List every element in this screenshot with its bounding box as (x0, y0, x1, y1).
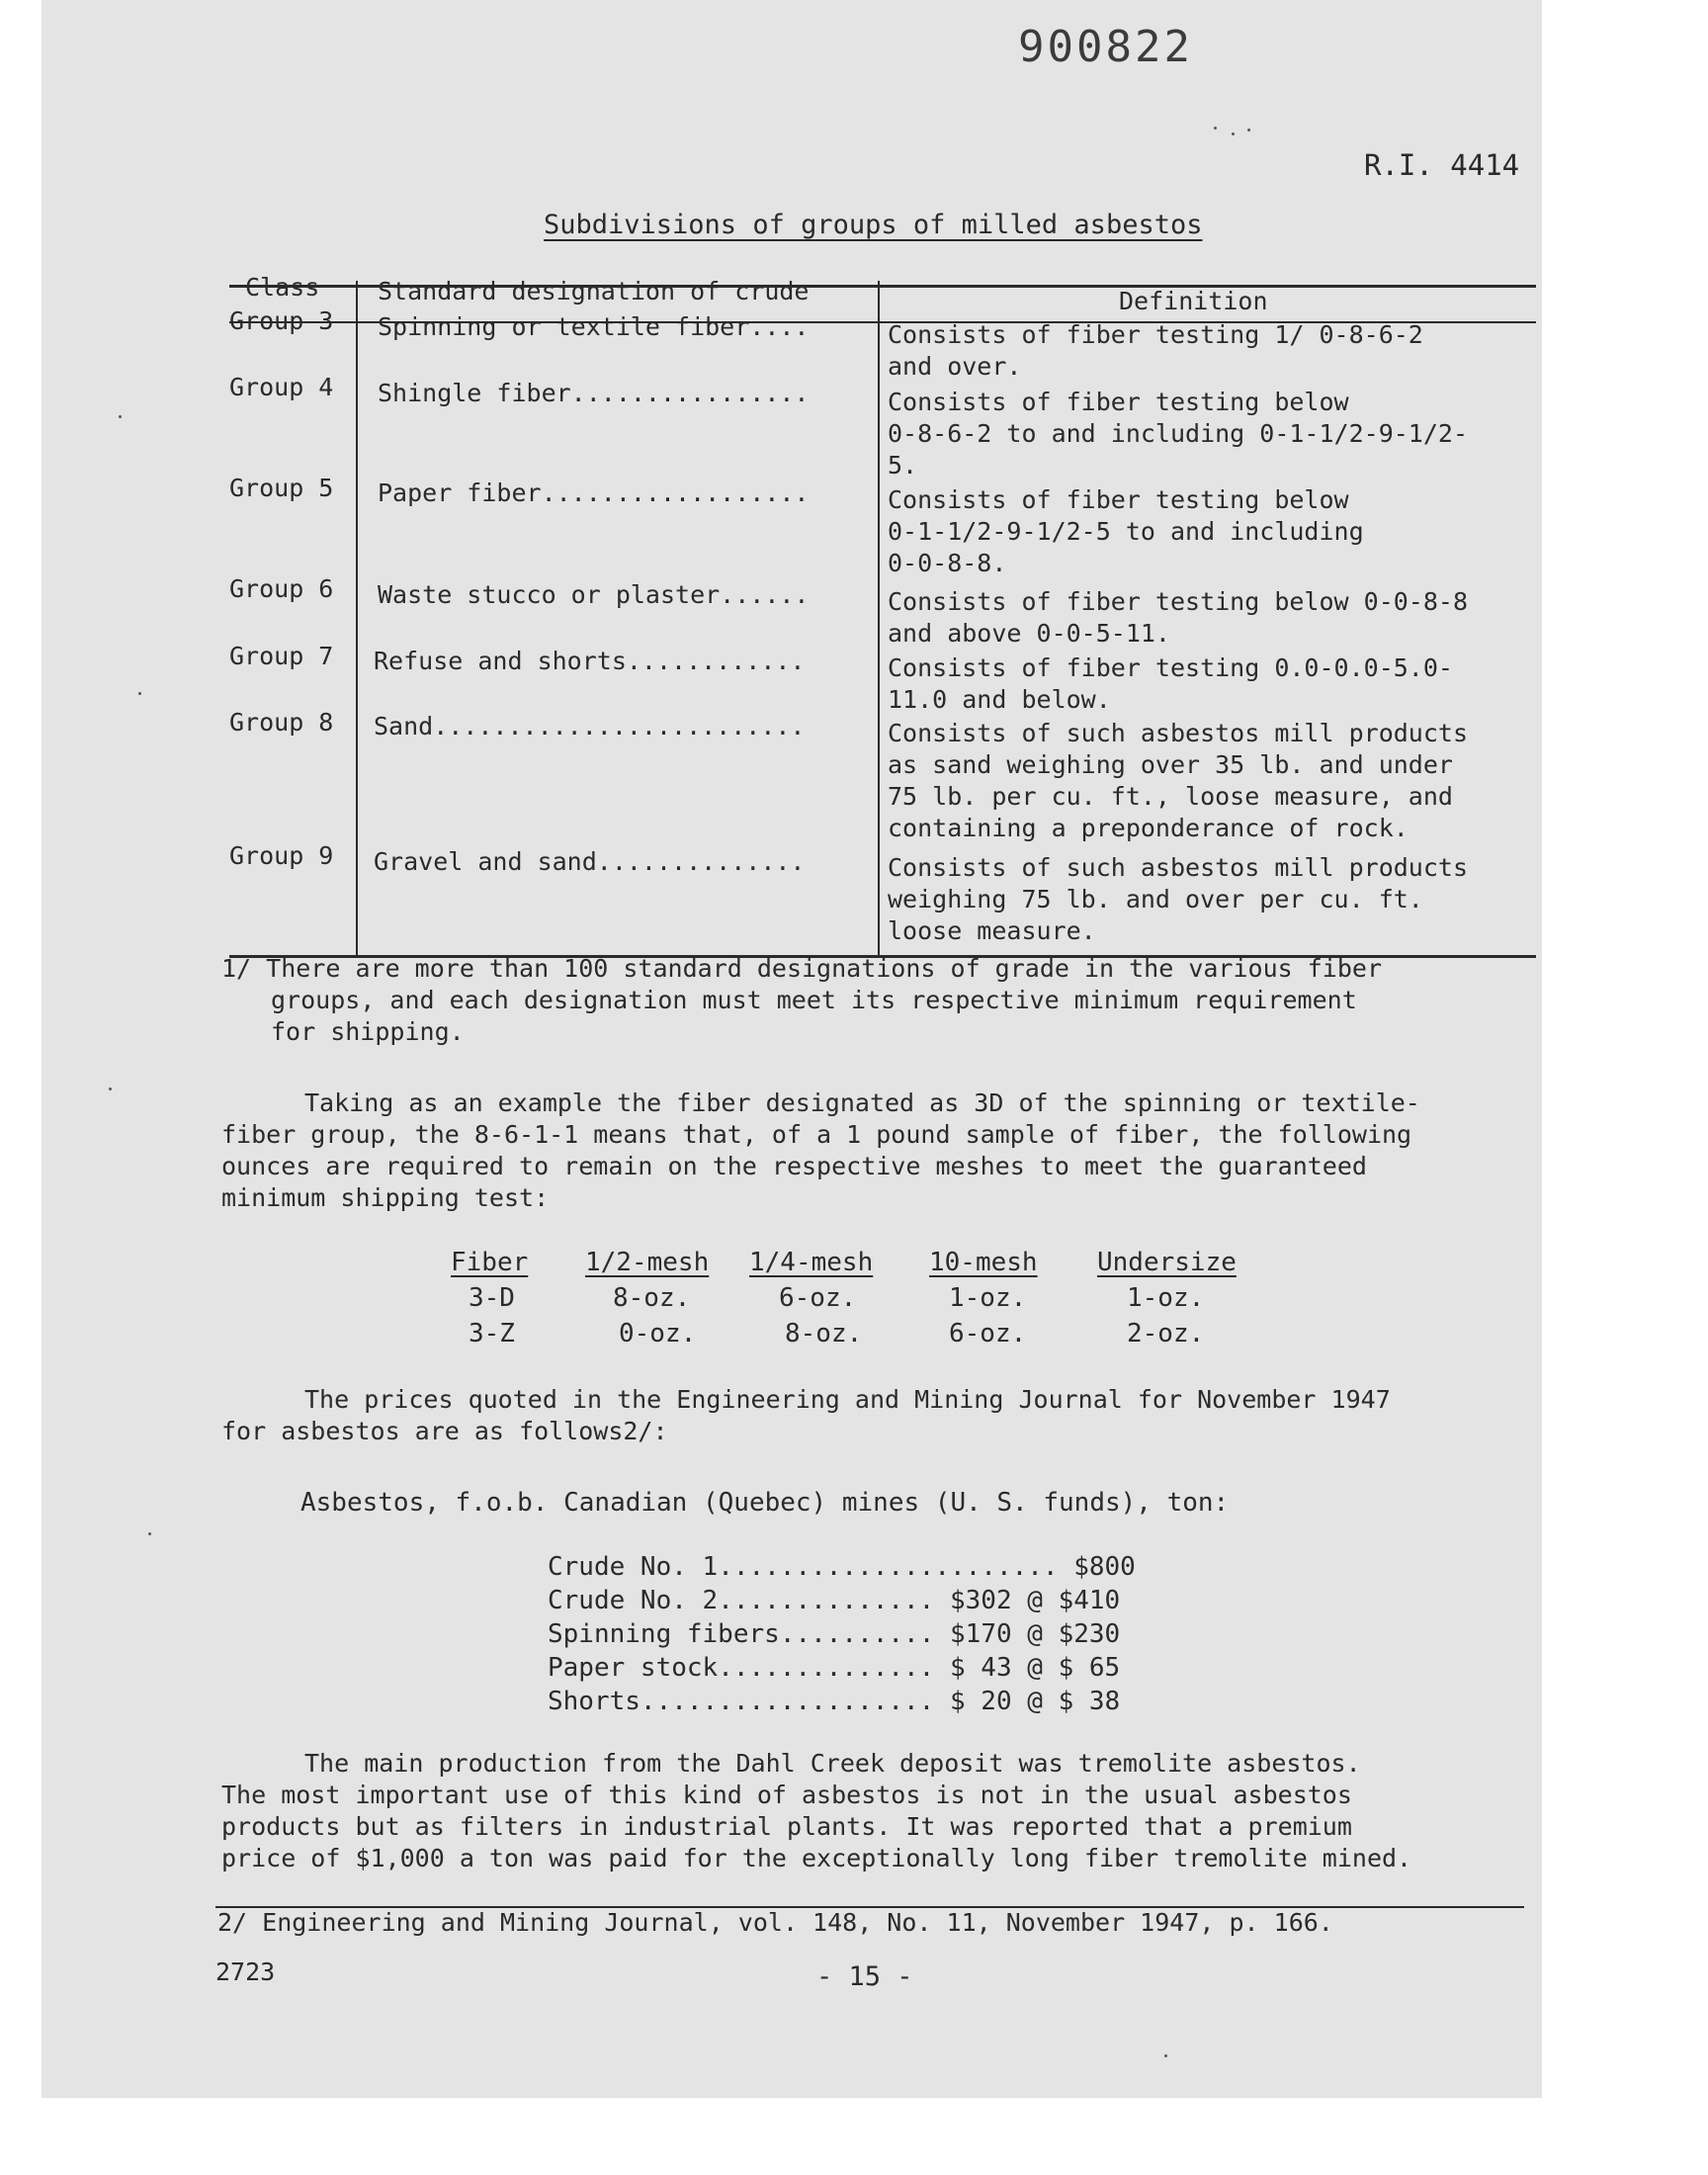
scan-speck (1214, 127, 1217, 130)
mesh-cell: 3-D (469, 1283, 515, 1313)
header-designation: Standard designation of crude (378, 277, 810, 305)
row-class: Group 6 (229, 574, 334, 603)
footnote-reference: 2/ Engineering and Mining Journal, vol. 148, No. 11, November 1947, p. 166. (217, 1908, 1333, 1937)
paragraph-prices-intro: The prices quoted in the Engineering and Mining Journal for November 1947 for asbestos are as follows2/: (221, 1385, 1391, 1445)
price-row: Crude No. 1...................... $800 (548, 1552, 1136, 1582)
scan-speck (1164, 2054, 1167, 2057)
scan-speck (119, 415, 122, 418)
table-footnote: 1/ There are more than 100 standard designations of grade in the various fiber groups, and each designation must meet its respective minimum requirement for shipping. (221, 954, 1382, 1046)
header-definition: Definition (1119, 287, 1268, 315)
scan-speck (148, 1532, 151, 1535)
price-row: Crude No. 2.............. $302 @ $410 (548, 1586, 1121, 1615)
row-designation: Shingle fiber................ (378, 379, 810, 407)
row-designation: Sand......................... (374, 712, 806, 740)
scan-speck (1232, 132, 1235, 135)
table-divider-1 (356, 281, 358, 955)
row-designation: Paper fiber.................. (378, 478, 810, 507)
prices-heading: Asbestos, f.o.b. Canadian (Quebec) mines (U. S. funds), ton: (300, 1488, 1230, 1518)
mesh-cell: 6-oz. (779, 1283, 857, 1313)
page-number: - 15 - (816, 1961, 913, 1992)
row-class: Group 3 (229, 306, 334, 335)
row-class: Group 9 (229, 841, 334, 870)
scan-speck (109, 1088, 112, 1090)
table-title: Subdivisions of groups of milled asbestos (544, 210, 1203, 240)
mesh-header: Undersize (1097, 1248, 1237, 1277)
mesh-header: 1/2-mesh (585, 1248, 710, 1277)
mesh-cell: 3-Z (469, 1319, 515, 1348)
row-designation: Spinning or textile fiber.... (378, 312, 810, 341)
table-divider-2 (878, 281, 880, 955)
mesh-header: 1/4-mesh (749, 1248, 874, 1277)
row-definition: Consists of fiber testing below 0-0-8-8 and above 0-0-5-11. (888, 587, 1468, 648)
row-designation: Refuse and shorts............ (374, 647, 806, 675)
paragraph-dahl-creek: The main production from the Dahl Creek deposit was tremolite asbestos. The most important use of this kind of asbestos is not in the usual asbestos products but as filters in industrial plants. It was reported that a premium price of $1,000 a ton was paid for the exceptionally long fiber tremolite mined. (221, 1749, 1412, 1872)
row-definition: Consists of fiber testing below 0-8-6-2 to and including 0-1-1/2-9-1/2- 5. (888, 388, 1468, 479)
row-definition: Consists of fiber testing below 0-1-1/2-9-1/2-5 to and including 0-0-8-8. (888, 485, 1364, 577)
doc-number: 2723 (215, 1958, 276, 1986)
mesh-cell: 1-oz. (1127, 1283, 1205, 1313)
row-designation: Waste stucco or plaster...... (378, 580, 810, 609)
row-class: Group 8 (229, 708, 334, 737)
price-row: Paper stock.............. $ 43 @ $ 65 (548, 1653, 1121, 1683)
row-class: Group 7 (229, 642, 334, 670)
mesh-header: 10-mesh (929, 1248, 1038, 1277)
report-id: R.I. 4414 (1364, 148, 1520, 182)
mesh-cell: 8-oz. (785, 1319, 863, 1348)
row-designation: Gravel and sand.............. (374, 847, 806, 876)
row-definition: Consists of fiber testing 1/ 0-8-6-2 and over. (888, 320, 1423, 381)
row-definition: Consists of such asbestos mill products weighing 75 lb. and over per cu. ft. loose measure. (888, 853, 1468, 945)
row-definition: Consists of such asbestos mill products as sand weighing over 35 lb. and under 75 lb. per cu. ft., loose measure, and containing a preponderance of rock. (888, 719, 1468, 842)
mesh-cell: 8-oz. (613, 1283, 691, 1313)
mesh-cell: 1-oz. (949, 1283, 1027, 1313)
scan-speck (138, 692, 141, 695)
row-class: Group 5 (229, 474, 334, 502)
price-row: Shorts................... $ 20 @ $ 38 (548, 1687, 1121, 1716)
price-row: Spinning fibers.......... $170 @ $230 (548, 1619, 1121, 1649)
stamp-number: 900822 (1018, 22, 1193, 72)
header-class: Class (245, 273, 320, 302)
row-definition: Consists of fiber testing 0.0-0.0-5.0- 11.0 and below. (888, 653, 1453, 714)
mesh-header: Fiber (451, 1248, 529, 1277)
mesh-cell: 6-oz. (949, 1319, 1027, 1348)
mesh-cell: 2-oz. (1127, 1319, 1205, 1348)
mesh-cell: 0-oz. (619, 1319, 697, 1348)
row-class: Group 4 (229, 373, 334, 401)
scan-speck (1247, 129, 1250, 131)
paragraph-example: Taking as an example the fiber designated as 3D of the spinning or textile- fiber group, the 8-6-1-1 means that, of a 1 pound sample of fiber, the following ounces are required to remain on the respective meshes to meet the guaranteed minimum shipping test: (221, 1088, 1420, 1212)
